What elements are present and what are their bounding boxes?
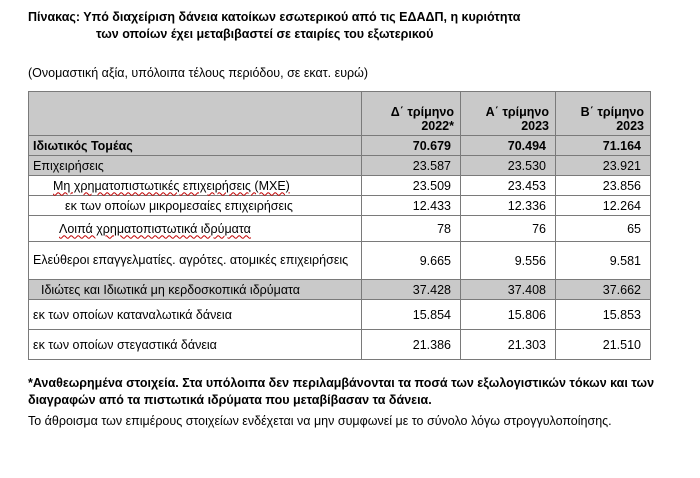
rounding-note: Το άθροισμα των επιμέρους στοιχείων ενδέχεται να μην συμφωνεί με το σύνολο λόγω στρογγυλοποίησης. bbox=[28, 414, 612, 428]
cell-value: 70.494 bbox=[461, 136, 556, 156]
row-label: Ιδιωτικός Τομέας bbox=[29, 136, 362, 156]
cell-value: 21.386 bbox=[362, 330, 461, 360]
cell-value: 9.556 bbox=[461, 242, 556, 280]
cell-value: 12.336 bbox=[461, 196, 556, 216]
units-note: (Ονομαστική αξία, υπόλοιπα τέλους περιόδου, σε εκατ. ευρώ) bbox=[28, 66, 369, 80]
cell-value: 21.510 bbox=[556, 330, 651, 360]
table-row bbox=[29, 280, 651, 300]
table-row bbox=[29, 176, 651, 196]
row-label: εκ των οποίων στεγαστικά δάνεια bbox=[29, 330, 362, 360]
cell-value: 9.665 bbox=[362, 242, 461, 280]
cell-value: 76 bbox=[461, 216, 556, 242]
cell-value: 21.303 bbox=[461, 330, 556, 360]
cell-value: 12.433 bbox=[362, 196, 461, 216]
cell-value: 37.662 bbox=[556, 280, 651, 300]
cell-value: 15.854 bbox=[362, 300, 461, 330]
row-label: Ιδιώτες και Ιδιωτικά μη κερδοσκοπικά ιδρύματα bbox=[29, 280, 362, 300]
cell-value: 23.921 bbox=[556, 156, 651, 176]
table-row bbox=[29, 300, 651, 330]
row-label: Επιχειρήσεις bbox=[29, 156, 362, 176]
loans-table bbox=[28, 91, 651, 360]
cell-value: 70.679 bbox=[362, 136, 461, 156]
header-q2-2023: Β΄ τρίμηνο 2023 bbox=[556, 92, 651, 136]
row-label: Μη χρηματοπιστωτικές επιχειρήσεις (ΜΧΕ) bbox=[29, 176, 362, 196]
cell-value: 15.853 bbox=[556, 300, 651, 330]
table-row bbox=[29, 136, 651, 156]
cell-value: 71.164 bbox=[556, 136, 651, 156]
title-line-2: των οποίων έχει μεταβιβαστεί σε εταιρίες του εξωτερικού bbox=[96, 27, 434, 41]
table-row bbox=[29, 156, 651, 176]
cell-value: 65 bbox=[556, 216, 651, 242]
table-title bbox=[28, 9, 678, 43]
row-label: εκ των οποίων καταναλωτικά δάνεια bbox=[29, 300, 362, 330]
revised-data-note: *Αναθεωρημένα στοιχεία. Στα υπόλοιπα δεν περιλαμβάνονται τα ποσά των εξωλογιστικών τόκων και των διαγραφών από τα πιστωτικά ιδρύματα που μεταβίβασαν τα δάνεια. bbox=[28, 376, 655, 407]
cell-value: 23.530 bbox=[461, 156, 556, 176]
header-row bbox=[29, 92, 651, 136]
title-line-1: Πίνακας: Υπό διαχείριση δάνεια κατοίκων εσωτερικού από τις ΕΔΑΔΠ, η κυριότητα bbox=[28, 10, 521, 24]
cell-value: 23.587 bbox=[362, 156, 461, 176]
header-q1-2023: Α΄ τρίμηνο 2023 bbox=[461, 92, 556, 136]
table-row bbox=[29, 242, 651, 280]
table-row bbox=[29, 216, 651, 242]
cell-value: 23.509 bbox=[362, 176, 461, 196]
table-row bbox=[29, 330, 651, 360]
row-label: Λοιπά χρηματοπιστωτικά ιδρύματα bbox=[29, 216, 362, 242]
cell-value: 12.264 bbox=[556, 196, 651, 216]
cell-value: 37.408 bbox=[461, 280, 556, 300]
row-label: Ελεύθεροι επαγγελματίες. αγρότες. ατομικές επιχειρήσεις bbox=[29, 242, 362, 280]
cell-value: 78 bbox=[362, 216, 461, 242]
cell-value: 37.428 bbox=[362, 280, 461, 300]
cell-value: 9.581 bbox=[556, 242, 651, 280]
row-label: εκ των οποίων μικρομεσαίες επιχειρήσεις bbox=[29, 196, 362, 216]
cell-value: 23.453 bbox=[461, 176, 556, 196]
header-q4-2022: Δ΄ τρίμηνο 2022* bbox=[362, 92, 461, 136]
table-row bbox=[29, 196, 651, 216]
cell-value: 15.806 bbox=[461, 300, 556, 330]
cell-value: 23.856 bbox=[556, 176, 651, 196]
header-label-cell bbox=[29, 92, 362, 136]
